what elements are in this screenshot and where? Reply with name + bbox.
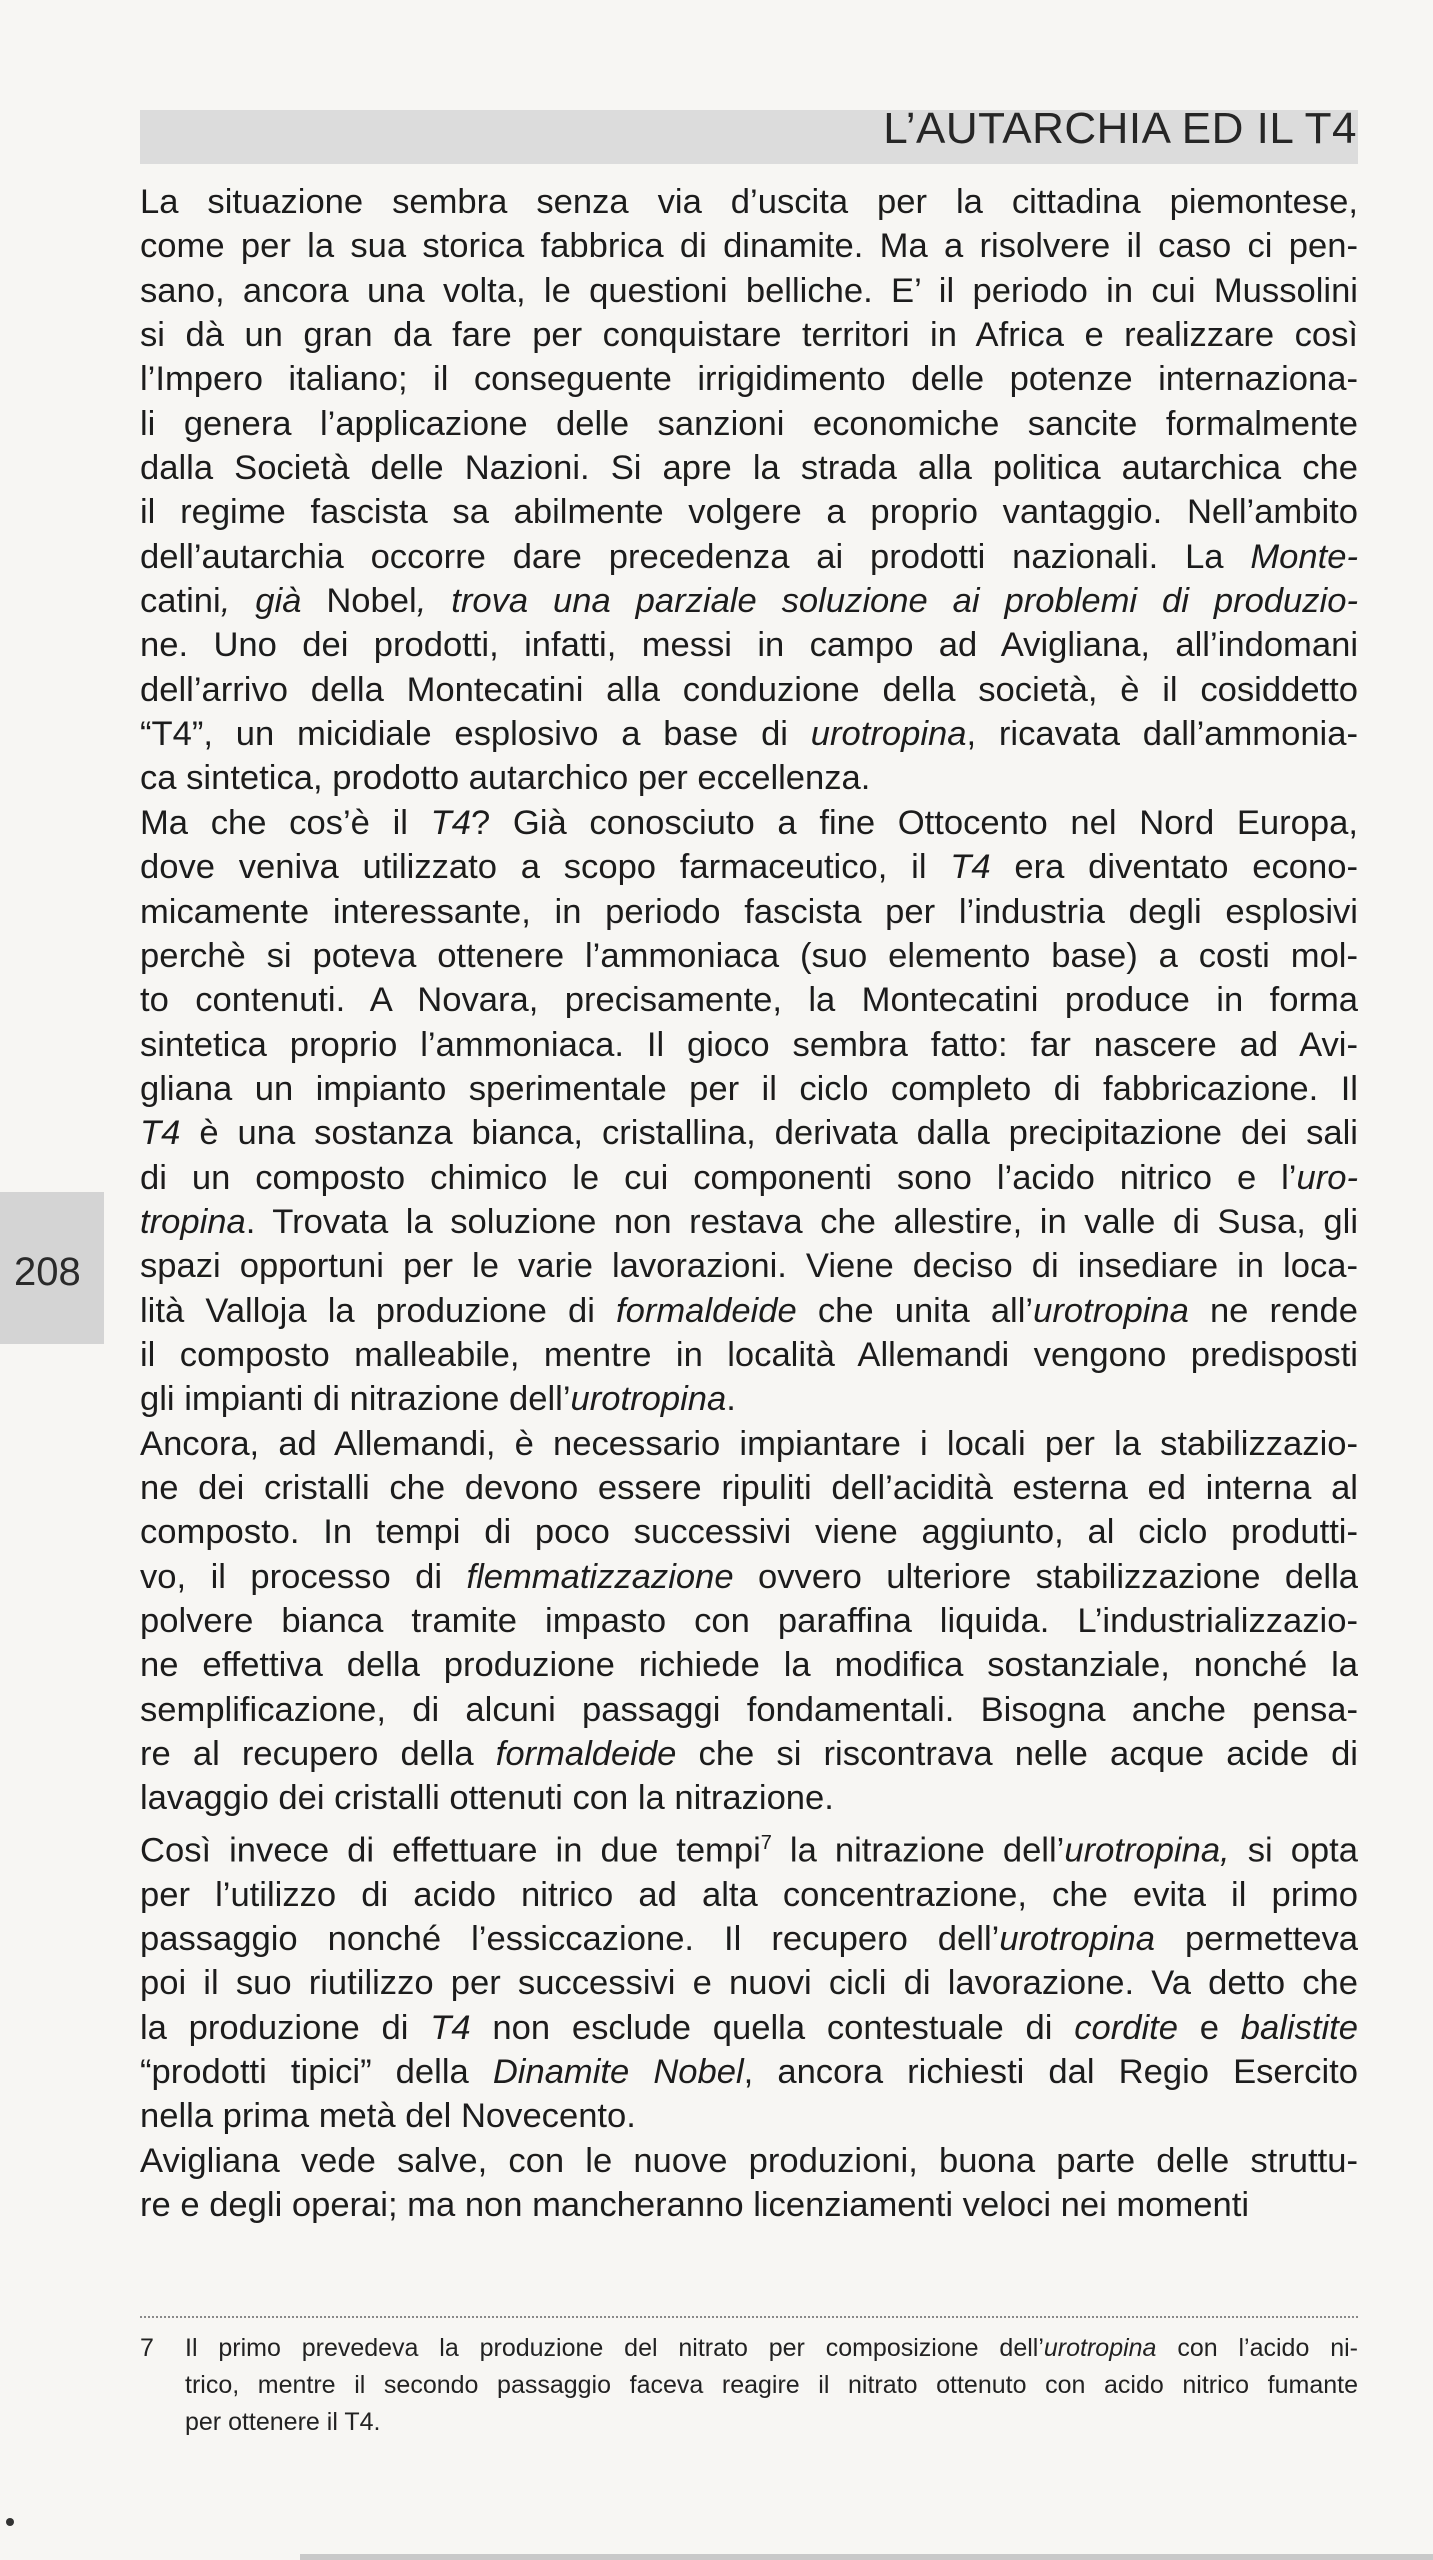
italic-term: urotropina xyxy=(999,1919,1156,1958)
text-run: è una sostanza bianca, cristallina, derivata dalla precipitazione dei sali xyxy=(180,1114,1358,1153)
text-run: spazi opportuni per le varie lavorazioni. Viene deciso di insediare in loca- xyxy=(140,1247,1358,1286)
text-line xyxy=(140,1776,1358,1820)
footnote-text xyxy=(185,2330,1358,2441)
italic-term: Monte- xyxy=(1250,537,1358,576)
text-run: permetteva xyxy=(1155,1919,1358,1958)
text-run: di un composto chimico le cui componenti sono l’acido nitrico e l’ xyxy=(140,1158,1297,1197)
text-line xyxy=(140,1111,1358,1155)
text-line xyxy=(140,269,1358,313)
text-run: composto. In tempi di poco successivi viene aggiunto, al ciclo produtti- xyxy=(140,1513,1358,1552)
text-run: che si riscontrava nelle acque acide di xyxy=(676,1735,1358,1774)
text-line xyxy=(140,1510,1358,1554)
text-line xyxy=(140,1688,1358,1732)
italic-term: cordite xyxy=(1074,2008,1178,2047)
italic-term: tropina xyxy=(140,1202,246,1241)
text-line xyxy=(140,2006,1358,2050)
italic-term: urotropina xyxy=(1043,2334,1157,2362)
text-run: si opta xyxy=(1229,1831,1359,1870)
text-run: micamente interessante, in periodo fascista per l’industria degli esplosivi xyxy=(140,892,1358,931)
text-line xyxy=(140,224,1358,268)
text-run: per ottenere il T4. xyxy=(185,2408,381,2436)
text-run: come per la sua storica fabbrica di dinamite. Ma a risolvere il caso ci pen- xyxy=(140,227,1358,266)
italic-term: , già xyxy=(220,582,327,621)
text-run: e xyxy=(1177,2008,1241,2047)
italic-term: urotropina xyxy=(810,715,967,754)
text-run: . xyxy=(726,1380,736,1419)
text-run: Ancora, ad Allemandi, è necessario impiantare i locali per la stabilizzazio- xyxy=(140,1424,1358,1463)
text-run: , ricavata dall’ammonia- xyxy=(966,715,1358,754)
text-line xyxy=(140,1200,1358,1244)
italic-term: , trova una parziale soluzione ai problemi di produzio- xyxy=(416,582,1358,621)
text-line xyxy=(140,1873,1358,1917)
text-run: li genera l’applicazione delle sanzioni economiche sancite formalmente xyxy=(140,404,1358,443)
text-line xyxy=(140,490,1358,534)
text-line xyxy=(140,934,1358,978)
text-line xyxy=(140,1555,1358,1599)
page-number: 208 xyxy=(14,1250,81,1294)
text-line xyxy=(140,2183,1358,2227)
text-run: polvere bianca tramite impasto con paraffina liquida. L’industrializzazio- xyxy=(140,1602,1358,1640)
italic-term: flemmatizzazione xyxy=(466,1557,734,1596)
text-run: la produzione di xyxy=(140,2008,431,2047)
text-line xyxy=(140,1289,1358,1333)
text-line xyxy=(140,1023,1358,1067)
text-run: ca sintetica, prodotto autarchico per eccellenza. xyxy=(140,759,871,798)
text-line xyxy=(140,890,1358,934)
text-run: ne effettiva della produzione richiede la modifica sostanziale, nonché la xyxy=(140,1646,1358,1685)
text-run: La situazione sembra senza via d’uscita per la cittadina piemontese, xyxy=(140,183,1358,221)
italic-term: formaldeide xyxy=(495,1735,677,1774)
text-line xyxy=(140,1961,1358,2005)
text-run: ne rende xyxy=(1188,1291,1358,1330)
chapter-title: L’AUTARCHIA ED IL T4 xyxy=(883,104,1357,153)
text-line xyxy=(140,357,1358,401)
italic-term: uro- xyxy=(1296,1158,1358,1197)
page-bottom-edge xyxy=(300,2554,1433,2560)
text-run: ? Già conosciuto a fine Ottocento nel Nord Europa, xyxy=(471,803,1358,842)
italic-term: T4 xyxy=(430,803,471,842)
text-run: ovvero ulteriore stabilizzazione della xyxy=(733,1557,1358,1596)
italic-term: urotropina xyxy=(570,1380,727,1419)
text-line xyxy=(140,801,1358,845)
text-run: ne. Uno dei prodotti, infatti, messi in campo ad Avigliana, all’indomani xyxy=(140,626,1358,665)
text-line xyxy=(185,2367,1358,2404)
italic-term: Dinamite Nobel xyxy=(492,2052,744,2091)
text-run: dove veniva utilizzato a scopo farmaceutico, il xyxy=(140,848,951,887)
text-line xyxy=(140,1917,1358,1961)
text-run: catini xyxy=(140,582,221,621)
text-line xyxy=(140,623,1358,667)
text-run: , ancora richiesti dal Regio Esercito xyxy=(743,2052,1358,2091)
text-line xyxy=(140,1821,1358,1873)
text-line xyxy=(185,2404,1358,2441)
text-run: l’Impero italiano; il conseguente irrigidimento delle potenze internaziona- xyxy=(140,360,1358,399)
text-run: to contenuti. A Novara, precisamente, la Montecatini produce in forma xyxy=(140,981,1358,1020)
text-run: gliana un impianto sperimentale per il ciclo completo di fabbricazione. Il xyxy=(140,1069,1358,1108)
text-run: la nitrazione dell’ xyxy=(771,1831,1065,1870)
text-run: Il primo prevedeva la produzione del nitrato per composizione dell’ xyxy=(185,2334,1044,2362)
text-run: Nobel xyxy=(326,582,417,621)
paragraph xyxy=(140,2139,1358,2228)
text-line xyxy=(140,1244,1358,1288)
text-run: non esclude quella contestuale di xyxy=(470,2008,1075,2047)
text-line xyxy=(140,535,1358,579)
footnote-number: 7 xyxy=(140,2334,154,2362)
italic-term: urotropina xyxy=(1033,1291,1189,1330)
text-run: il composto malleabile, mentre in località Allemandi vengono predisposti xyxy=(140,1335,1358,1374)
text-run: re e degli operai; ma non mancheranno licenziamenti veloci nei momenti xyxy=(140,2186,1250,2224)
text-line xyxy=(140,402,1358,446)
italic-term: urotropina, xyxy=(1064,1831,1230,1870)
text-run: per l’utilizzo di acido nitrico ad alta concentrazione, che evita il primo xyxy=(140,1875,1358,1914)
text-run: Avigliana vede salve, con le nuove produzioni, buona parte delle struttu- xyxy=(140,2141,1358,2180)
text-run: nella prima metà del Novecento. xyxy=(140,2097,636,2136)
paragraph xyxy=(140,1422,1358,1821)
italic-term: T4 xyxy=(950,848,991,887)
text-line xyxy=(140,313,1358,357)
text-run: passaggio nonché l’essiccazione. Il recupero dell’ xyxy=(140,1919,1000,1958)
text-run: trico, mentre il secondo passaggio faceva reagire il nitrato ottenuto con acido nitrico fumante xyxy=(185,2371,1358,2399)
text-line xyxy=(140,2050,1358,2094)
text-line xyxy=(140,1067,1358,1111)
text-line xyxy=(140,2139,1358,2183)
text-line xyxy=(185,2330,1358,2367)
text-run: il regime fascista sa abilmente volgere a proprio vantaggio. Nell’ambito xyxy=(140,493,1358,532)
text-line xyxy=(140,1732,1358,1776)
text-run: sintetica proprio l’ammoniaca. Il gioco sembra fatto: far nascere ad Avi- xyxy=(140,1025,1358,1064)
text-run: semplificazione, di alcuni passaggi fondamentali. Bisogna anche pensa- xyxy=(140,1690,1358,1729)
text-line xyxy=(140,2094,1358,2138)
paragraph xyxy=(140,180,1358,801)
margin-dot xyxy=(6,2518,14,2526)
text-line xyxy=(140,978,1358,1022)
text-run: con l’acido ni- xyxy=(1156,2334,1358,2362)
text-line xyxy=(140,1643,1358,1687)
text-line xyxy=(140,1422,1358,1466)
text-line xyxy=(140,579,1358,623)
text-line xyxy=(140,668,1358,712)
text-run: ne dei cristalli che devono essere ripuliti dell’acidità esterna ed interna al xyxy=(140,1468,1358,1507)
text-run: vo, il processo di xyxy=(140,1557,467,1596)
footnote-reference: 7 xyxy=(760,1831,772,1854)
text-line xyxy=(140,1466,1358,1510)
text-line xyxy=(140,446,1358,490)
italic-term: formaldeide xyxy=(616,1291,797,1330)
italic-term: balistite xyxy=(1240,2008,1359,2047)
paragraph xyxy=(140,801,1358,1422)
body-text xyxy=(140,180,1358,2227)
text-line xyxy=(140,1599,1358,1643)
text-run: dell’arrivo della Montecatini alla conduzione della società, è il cosiddetto xyxy=(140,670,1358,709)
text-line xyxy=(140,845,1358,889)
text-run: sano, ancora una volta, le questioni belliche. E’ il periodo in cui Mussolini xyxy=(140,271,1358,310)
text-run: lavaggio dei cristalli ottenuti con la nitrazione. xyxy=(140,1779,834,1818)
text-run: poi il suo riutilizzo per successivi e nuovi cicli di lavorazione. Va detto che xyxy=(140,1964,1358,2003)
text-run: re al recupero della xyxy=(140,1735,496,1774)
text-line xyxy=(140,712,1358,756)
text-run: lità Valloja la produzione di xyxy=(140,1291,617,1330)
text-run: Così invece di effettuare in due tempi xyxy=(140,1831,761,1870)
text-run: perchè si poteva ottenere l’ammoniaca (suo elemento base) a costi mol- xyxy=(140,936,1358,975)
text-line xyxy=(140,1377,1358,1421)
text-run: “prodotti tipici” della xyxy=(140,2052,493,2091)
text-run: dell’autarchia occorre dare precedenza ai prodotti nazionali. La xyxy=(140,537,1251,576)
italic-term: T4 xyxy=(140,1114,181,1153)
text-run: “T4”, un micidiale esplosivo a base di xyxy=(140,715,811,754)
text-run: . Trovata la soluzione non restava che allestire, in valle di Susa, gli xyxy=(245,1202,1358,1241)
text-line xyxy=(140,756,1358,800)
text-line xyxy=(140,1156,1358,1200)
paragraph xyxy=(140,1821,1358,2139)
italic-term: T4 xyxy=(430,2008,471,2047)
text-run: era diventato econo- xyxy=(990,848,1358,887)
footnote xyxy=(140,2330,1358,2441)
text-run: si dà un gran da fare per conquistare territori in Africa e realizzare così xyxy=(140,316,1358,355)
text-run: che unita all’ xyxy=(796,1291,1034,1330)
text-line xyxy=(140,180,1358,224)
text-run: dalla Società delle Nazioni. Si apre la strada alla politica autarchica che xyxy=(140,449,1358,488)
footnote-divider xyxy=(140,2316,1358,2318)
text-line xyxy=(140,1333,1358,1377)
text-run: gli impianti di nitrazione dell’ xyxy=(140,1380,571,1419)
text-run: Ma che cos’è il xyxy=(140,803,431,842)
